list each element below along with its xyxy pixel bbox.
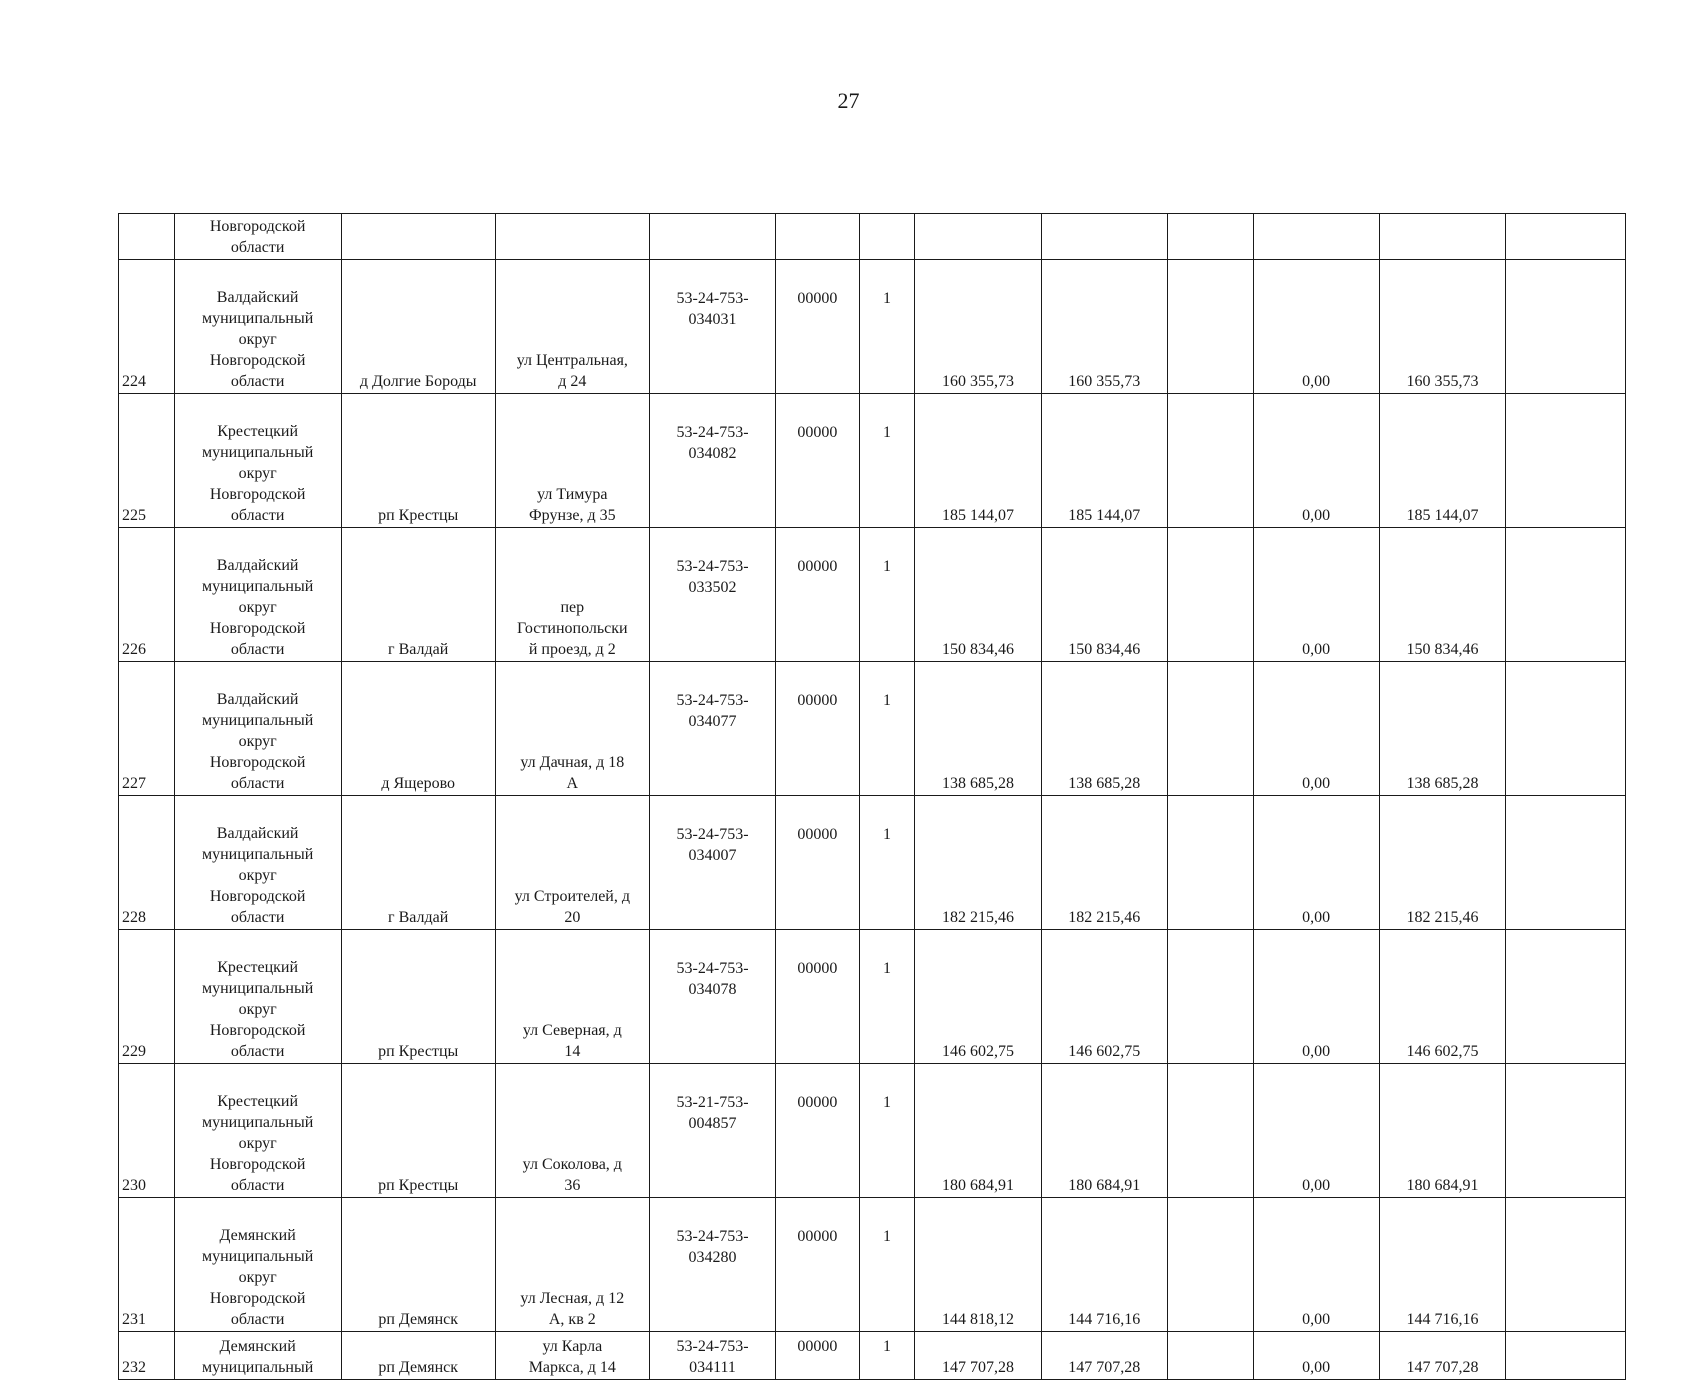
cell-v5: 138 685,28 (1379, 662, 1505, 796)
table-row (119, 662, 1626, 796)
cell-v6 (1506, 662, 1626, 796)
cell-code: 53-21-753- 004857 (649, 1064, 775, 1198)
cell-v5: 146 602,75 (1379, 930, 1505, 1064)
cell-code: 53-24-753- 034007 (649, 796, 775, 930)
cell-c1: 00000 (776, 1198, 859, 1332)
cell-v3 (1167, 930, 1253, 1064)
cell-address: ул Лесная, д 12 А, кв 2 (495, 1198, 649, 1332)
cell-v5: 160 355,73 (1379, 260, 1505, 394)
cell-district: Демянский муниципальный (174, 1332, 341, 1380)
cell-v3 (1167, 260, 1253, 394)
cell-v4: 0,00 (1253, 260, 1379, 394)
cell-num: 229 (119, 930, 175, 1064)
cell-code: 53-24-753- 034280 (649, 1198, 775, 1332)
cell-district: Демянский муниципальный округ Новгородской области (174, 1198, 341, 1332)
cell-v2: 182 215,46 (1041, 796, 1167, 930)
cell-v6 (1506, 1332, 1626, 1380)
cell-settlement: рп Демянск (341, 1332, 495, 1380)
cell-c1: 00000 (776, 1064, 859, 1198)
cell-c1: 00000 (776, 394, 859, 528)
cell-c2 (859, 214, 915, 260)
cell-v4 (1253, 214, 1379, 260)
cell-c2: 1 (859, 394, 915, 528)
cell-v4: 0,00 (1253, 1198, 1379, 1332)
cell-v4: 0,00 (1253, 796, 1379, 930)
cell-v3 (1167, 1198, 1253, 1332)
cell-district: Крестецкий муниципальный округ Новгородской области (174, 1064, 341, 1198)
cell-district: Валдайский муниципальный округ Новгородской области (174, 528, 341, 662)
cell-v1: 182 215,46 (915, 796, 1041, 930)
cell-settlement: г Валдай (341, 796, 495, 930)
cell-v6 (1506, 1064, 1626, 1198)
cell-v3 (1167, 1332, 1253, 1380)
cell-v6 (1506, 1198, 1626, 1332)
cell-v2: 144 716,16 (1041, 1198, 1167, 1332)
cell-address: ул Тимура Фрунзе, д 35 (495, 394, 649, 528)
cell-c2: 1 (859, 260, 915, 394)
cell-num: 226 (119, 528, 175, 662)
cell-settlement (341, 214, 495, 260)
cell-num: 227 (119, 662, 175, 796)
cell-code: 53-24-753- 034078 (649, 930, 775, 1064)
cell-v6 (1506, 260, 1626, 394)
register-table (118, 213, 1626, 1380)
table-body (119, 214, 1626, 1380)
cell-num (119, 214, 175, 260)
table-row (119, 1198, 1626, 1332)
cell-district: Крестецкий муниципальный округ Новгородской области (174, 930, 341, 1064)
table-row (119, 796, 1626, 930)
cell-v1: 146 602,75 (915, 930, 1041, 1064)
cell-v1: 147 707,28 (915, 1332, 1041, 1380)
table-row (119, 1332, 1626, 1380)
cell-district: Валдайский муниципальный округ Новгородской области (174, 260, 341, 394)
table-row (119, 394, 1626, 528)
cell-address: ул Соколова, д 36 (495, 1064, 649, 1198)
cell-code: 53-24-753- 034031 (649, 260, 775, 394)
cell-v1 (915, 214, 1041, 260)
cell-v5: 150 834,46 (1379, 528, 1505, 662)
cell-address: ул Центральная, д 24 (495, 260, 649, 394)
cell-district: Валдайский муниципальный округ Новгородской области (174, 796, 341, 930)
cell-c2: 1 (859, 930, 915, 1064)
cell-v4: 0,00 (1253, 1064, 1379, 1198)
cell-num: 232 (119, 1332, 175, 1380)
page-number: 27 (837, 88, 860, 113)
cell-code: 53-24-753- 034082 (649, 394, 775, 528)
table-row (119, 528, 1626, 662)
cell-settlement: г Валдай (341, 528, 495, 662)
cell-v1: 180 684,91 (915, 1064, 1041, 1198)
cell-address: ул Строителей, д 20 (495, 796, 649, 930)
cell-code (649, 214, 775, 260)
cell-v3 (1167, 528, 1253, 662)
cell-c2: 1 (859, 796, 915, 930)
cell-district: Крестецкий муниципальный округ Новгородской области (174, 394, 341, 528)
cell-address: пер Гостинопольски й проезд, д 2 (495, 528, 649, 662)
cell-num: 228 (119, 796, 175, 930)
cell-address: ул Карла Маркса, д 14 (495, 1332, 649, 1380)
cell-v3 (1167, 394, 1253, 528)
cell-v5: 182 215,46 (1379, 796, 1505, 930)
cell-settlement: рп Демянск (341, 1198, 495, 1332)
cell-c1: 00000 (776, 796, 859, 930)
cell-num: 231 (119, 1198, 175, 1332)
cell-v3 (1167, 214, 1253, 260)
cell-settlement: д Долгие Бороды (341, 260, 495, 394)
cell-c2: 1 (859, 1064, 915, 1198)
cell-v2: 138 685,28 (1041, 662, 1167, 796)
table-row (119, 1064, 1626, 1198)
cell-c2: 1 (859, 1332, 915, 1380)
cell-c1: 00000 (776, 1332, 859, 1380)
cell-v5: 147 707,28 (1379, 1332, 1505, 1380)
cell-num: 225 (119, 394, 175, 528)
table-row (119, 930, 1626, 1064)
cell-v4: 0,00 (1253, 662, 1379, 796)
cell-c1 (776, 214, 859, 260)
cell-v2: 150 834,46 (1041, 528, 1167, 662)
cell-v6 (1506, 394, 1626, 528)
cell-c1: 00000 (776, 260, 859, 394)
cell-v1: 160 355,73 (915, 260, 1041, 394)
cell-v2: 147 707,28 (1041, 1332, 1167, 1380)
cell-v6 (1506, 214, 1626, 260)
cell-address: ул Северная, д 14 (495, 930, 649, 1064)
cell-v1: 138 685,28 (915, 662, 1041, 796)
cell-v6 (1506, 930, 1626, 1064)
cell-v5: 180 684,91 (1379, 1064, 1505, 1198)
cell-c1: 00000 (776, 930, 859, 1064)
cell-v2: 185 144,07 (1041, 394, 1167, 528)
cell-c1: 00000 (776, 528, 859, 662)
cell-settlement: рп Крестцы (341, 930, 495, 1064)
cell-v2: 160 355,73 (1041, 260, 1167, 394)
cell-c2: 1 (859, 1198, 915, 1332)
cell-v3 (1167, 1064, 1253, 1198)
cell-c2: 1 (859, 662, 915, 796)
cell-v6 (1506, 796, 1626, 930)
cell-v1: 144 818,12 (915, 1198, 1041, 1332)
cell-district: Новгородской области (174, 214, 341, 260)
cell-v4: 0,00 (1253, 394, 1379, 528)
cell-v2: 146 602,75 (1041, 930, 1167, 1064)
cell-v4: 0,00 (1253, 528, 1379, 662)
cell-settlement: д Ящерово (341, 662, 495, 796)
cell-v5 (1379, 214, 1505, 260)
cell-address: ул Дачная, д 18 А (495, 662, 649, 796)
cell-v2: 180 684,91 (1041, 1064, 1167, 1198)
cell-v3 (1167, 796, 1253, 930)
cell-v4: 0,00 (1253, 930, 1379, 1064)
cell-v4: 0,00 (1253, 1332, 1379, 1380)
cell-district: Валдайский муниципальный округ Новгородской области (174, 662, 341, 796)
cell-settlement: рп Крестцы (341, 1064, 495, 1198)
cell-v1: 150 834,46 (915, 528, 1041, 662)
cell-v5: 185 144,07 (1379, 394, 1505, 528)
cell-v3 (1167, 662, 1253, 796)
cell-v1: 185 144,07 (915, 394, 1041, 528)
table-row (119, 260, 1626, 394)
cell-code: 53-24-753- 033502 (649, 528, 775, 662)
cell-v5: 144 716,16 (1379, 1198, 1505, 1332)
cell-c1: 00000 (776, 662, 859, 796)
cell-code: 53-24-753- 034111 (649, 1332, 775, 1380)
cell-num: 230 (119, 1064, 175, 1198)
cell-v6 (1506, 528, 1626, 662)
cell-v2 (1041, 214, 1167, 260)
cell-code: 53-24-753- 034077 (649, 662, 775, 796)
table-row-continuation (119, 214, 1626, 260)
cell-c2: 1 (859, 528, 915, 662)
cell-settlement: рп Крестцы (341, 394, 495, 528)
cell-num: 224 (119, 260, 175, 394)
cell-address (495, 214, 649, 260)
